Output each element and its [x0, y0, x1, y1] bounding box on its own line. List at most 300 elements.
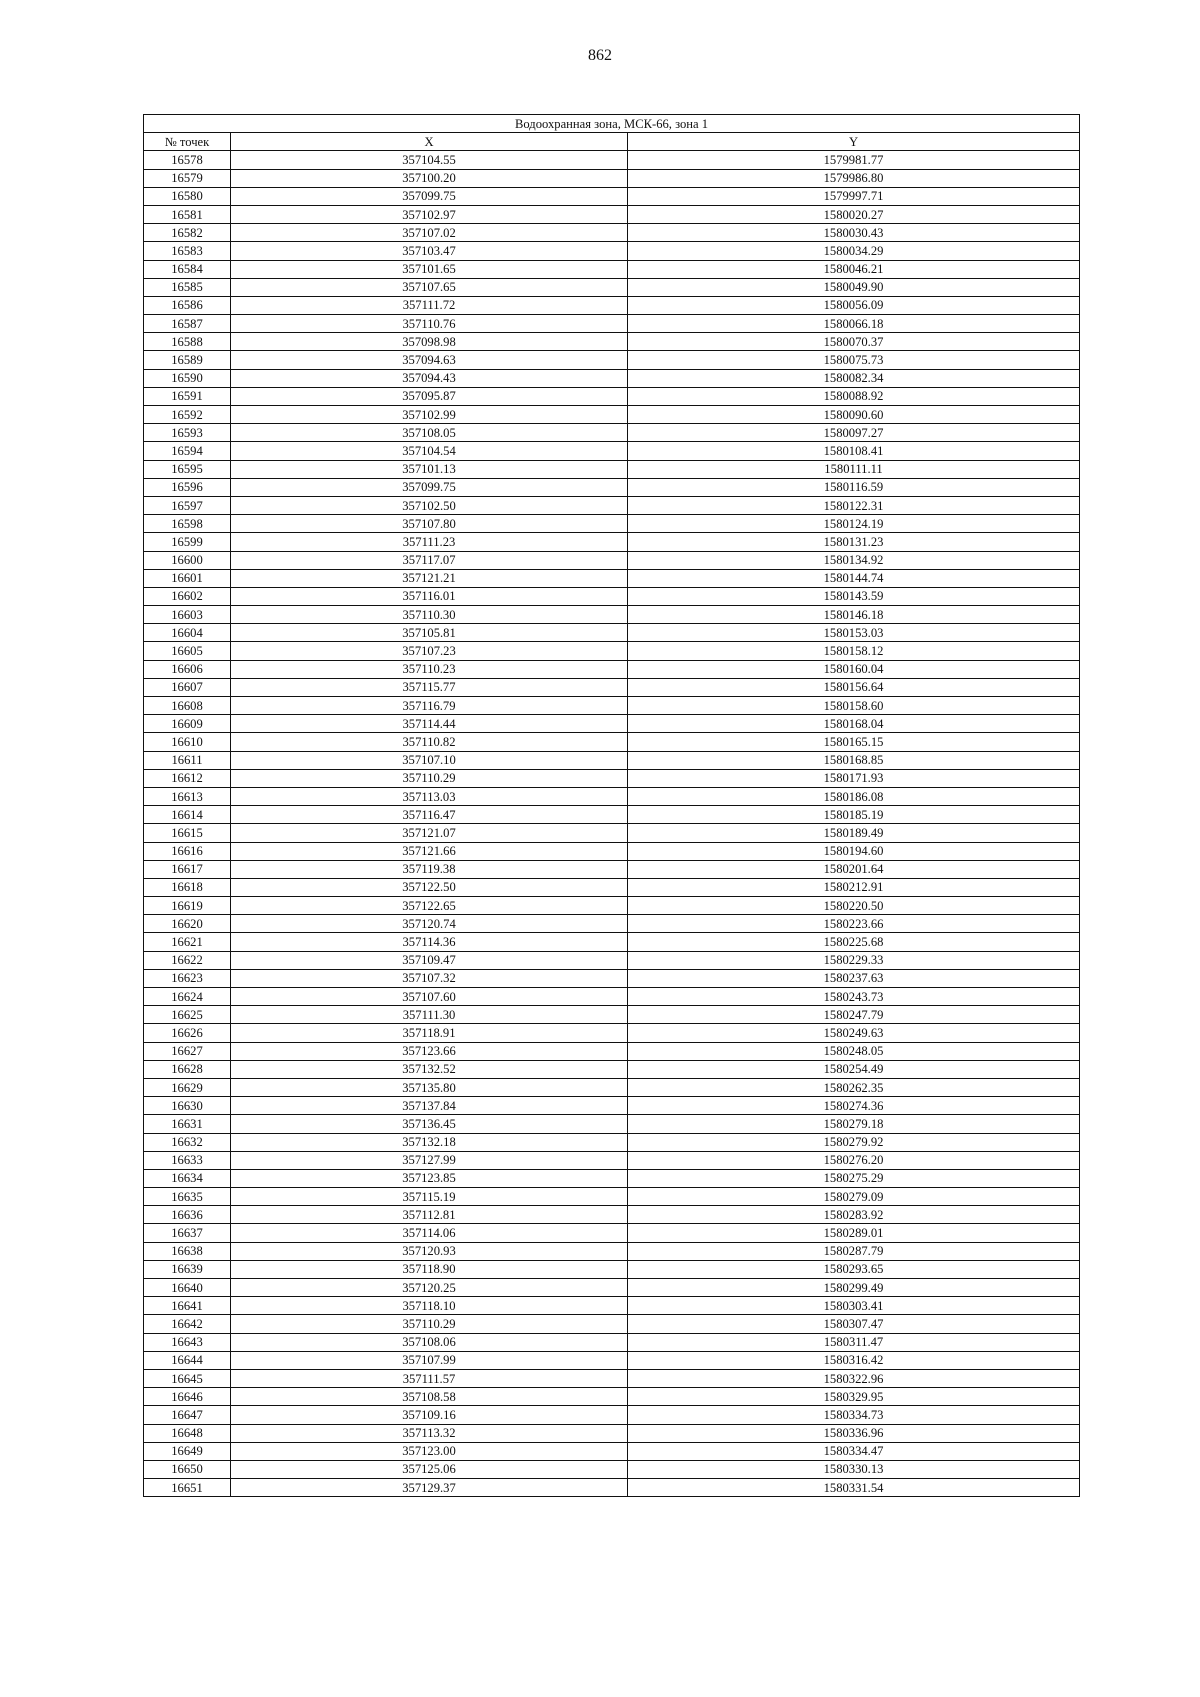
table-row — [144, 1242, 1080, 1260]
table-row — [144, 224, 1080, 242]
cell-point-number: 16622 — [144, 951, 231, 969]
cell-y: 1580160.04 — [628, 660, 1080, 678]
cell-x: 357111.23 — [231, 533, 628, 551]
cell-x: 357102.97 — [231, 205, 628, 223]
table-row — [144, 915, 1080, 933]
table-row — [144, 187, 1080, 205]
cell-y: 1580056.09 — [628, 296, 1080, 314]
table-row — [144, 1206, 1080, 1224]
table-row — [144, 278, 1080, 296]
cell-x: 357137.84 — [231, 1097, 628, 1115]
cell-x: 357107.23 — [231, 642, 628, 660]
cell-x: 357118.91 — [231, 1024, 628, 1042]
cell-y: 1580171.93 — [628, 769, 1080, 787]
cell-y: 1580070.37 — [628, 333, 1080, 351]
cell-point-number: 16614 — [144, 806, 231, 824]
cell-point-number: 16621 — [144, 933, 231, 951]
page-number: 862 — [588, 47, 612, 64]
table-row — [144, 1460, 1080, 1478]
cell-y: 1579981.77 — [628, 151, 1080, 169]
cell-y: 1580243.73 — [628, 988, 1080, 1006]
cell-y: 1580134.92 — [628, 551, 1080, 569]
table-row — [144, 1479, 1080, 1497]
table-row — [144, 878, 1080, 896]
table-row — [144, 969, 1080, 987]
cell-y: 1580116.59 — [628, 478, 1080, 496]
table-row — [144, 460, 1080, 478]
cell-y: 1580336.96 — [628, 1424, 1080, 1442]
cell-y: 1580034.29 — [628, 242, 1080, 260]
cell-y: 1580247.79 — [628, 1006, 1080, 1024]
table-row — [144, 533, 1080, 551]
cell-point-number: 16597 — [144, 496, 231, 514]
cell-y: 1580156.64 — [628, 678, 1080, 696]
table-row — [144, 424, 1080, 442]
cell-x: 357127.99 — [231, 1151, 628, 1169]
cell-point-number: 16611 — [144, 751, 231, 769]
table-row — [144, 1406, 1080, 1424]
cell-x: 357120.25 — [231, 1279, 628, 1297]
cell-y: 1580049.90 — [628, 278, 1080, 296]
cell-y: 1580274.36 — [628, 1097, 1080, 1115]
table-title: Водоохранная зона, МСК-66, зона 1 — [144, 115, 1080, 133]
table-row — [144, 1351, 1080, 1369]
cell-y: 1580201.64 — [628, 860, 1080, 878]
table-row — [144, 1279, 1080, 1297]
cell-point-number: 16625 — [144, 1006, 231, 1024]
cell-x: 357099.75 — [231, 478, 628, 496]
cell-x: 357135.80 — [231, 1078, 628, 1096]
cell-x: 357105.81 — [231, 624, 628, 642]
table-row — [144, 1333, 1080, 1351]
cell-y: 1580316.42 — [628, 1351, 1080, 1369]
cell-y: 1580144.74 — [628, 569, 1080, 587]
cell-point-number: 16581 — [144, 205, 231, 223]
cell-x: 357132.18 — [231, 1133, 628, 1151]
table-row — [144, 769, 1080, 787]
cell-x: 357107.99 — [231, 1351, 628, 1369]
cell-x: 357109.47 — [231, 951, 628, 969]
table-row — [144, 1442, 1080, 1460]
cell-point-number: 16639 — [144, 1260, 231, 1278]
table-row — [144, 642, 1080, 660]
cell-point-number: 16591 — [144, 387, 231, 405]
cell-point-number: 16644 — [144, 1351, 231, 1369]
cell-x: 357116.01 — [231, 587, 628, 605]
cell-point-number: 16590 — [144, 369, 231, 387]
cell-x: 357110.23 — [231, 660, 628, 678]
table-row — [144, 1078, 1080, 1096]
cell-y: 1580090.60 — [628, 406, 1080, 424]
table-row — [144, 1097, 1080, 1115]
cell-point-number: 16624 — [144, 988, 231, 1006]
cell-y: 1580223.66 — [628, 915, 1080, 933]
table-row — [144, 1424, 1080, 1442]
table-row — [144, 333, 1080, 351]
cell-y: 1580158.12 — [628, 642, 1080, 660]
cell-x: 357107.80 — [231, 515, 628, 533]
table-row — [144, 751, 1080, 769]
cell-point-number: 16600 — [144, 551, 231, 569]
cell-point-number: 16641 — [144, 1297, 231, 1315]
cell-point-number: 16579 — [144, 169, 231, 187]
cell-x: 357111.72 — [231, 296, 628, 314]
cell-point-number: 16598 — [144, 515, 231, 533]
cell-y: 1580212.91 — [628, 878, 1080, 896]
cell-x: 357114.06 — [231, 1224, 628, 1242]
cell-point-number: 16589 — [144, 351, 231, 369]
cell-y: 1580075.73 — [628, 351, 1080, 369]
cell-x: 357121.07 — [231, 824, 628, 842]
cell-point-number: 16631 — [144, 1115, 231, 1133]
cell-point-number: 16635 — [144, 1188, 231, 1206]
cell-x: 357111.30 — [231, 1006, 628, 1024]
cell-point-number: 16617 — [144, 860, 231, 878]
cell-point-number: 16636 — [144, 1206, 231, 1224]
table-row — [144, 442, 1080, 460]
cell-point-number: 16623 — [144, 969, 231, 987]
cell-x: 357113.03 — [231, 787, 628, 805]
cell-y: 1580248.05 — [628, 1042, 1080, 1060]
cell-x: 357121.66 — [231, 842, 628, 860]
cell-point-number: 16640 — [144, 1279, 231, 1297]
cell-y: 1580237.63 — [628, 969, 1080, 987]
cell-point-number: 16637 — [144, 1224, 231, 1242]
cell-x: 357120.93 — [231, 1242, 628, 1260]
cell-point-number: 16649 — [144, 1442, 231, 1460]
cell-point-number: 16601 — [144, 569, 231, 587]
cell-x: 357114.36 — [231, 933, 628, 951]
cell-y: 1580289.01 — [628, 1224, 1080, 1242]
cell-point-number: 16643 — [144, 1333, 231, 1351]
cell-x: 357104.54 — [231, 442, 628, 460]
cell-point-number: 16642 — [144, 1315, 231, 1333]
cell-x: 357102.99 — [231, 406, 628, 424]
cell-x: 357110.76 — [231, 315, 628, 333]
cell-y: 1580088.92 — [628, 387, 1080, 405]
cell-y: 1580143.59 — [628, 587, 1080, 605]
table-body — [144, 151, 1080, 1497]
cell-y: 1580146.18 — [628, 606, 1080, 624]
cell-y: 1580307.47 — [628, 1315, 1080, 1333]
cell-x: 357107.10 — [231, 751, 628, 769]
cell-y: 1580124.19 — [628, 515, 1080, 533]
cell-x: 357101.65 — [231, 260, 628, 278]
cell-point-number: 16596 — [144, 478, 231, 496]
table-row — [144, 624, 1080, 642]
cell-point-number: 16593 — [144, 424, 231, 442]
cell-x: 357120.74 — [231, 915, 628, 933]
cell-y: 1580279.92 — [628, 1133, 1080, 1151]
cell-x: 357123.85 — [231, 1169, 628, 1187]
table-row — [144, 315, 1080, 333]
cell-y: 1580168.04 — [628, 715, 1080, 733]
cell-y: 1580322.96 — [628, 1369, 1080, 1387]
cell-x: 357111.57 — [231, 1369, 628, 1387]
cell-x: 357125.06 — [231, 1460, 628, 1478]
cell-point-number: 16586 — [144, 296, 231, 314]
cell-point-number: 16609 — [144, 715, 231, 733]
cell-x: 357116.47 — [231, 806, 628, 824]
cell-point-number: 16616 — [144, 842, 231, 860]
cell-point-number: 16645 — [144, 1369, 231, 1387]
table-row — [144, 860, 1080, 878]
cell-x: 357109.16 — [231, 1406, 628, 1424]
cell-point-number: 16592 — [144, 406, 231, 424]
table-header-row — [144, 133, 1080, 151]
cell-point-number: 16608 — [144, 697, 231, 715]
cell-y: 1580334.47 — [628, 1442, 1080, 1460]
cell-y: 1580303.41 — [628, 1297, 1080, 1315]
cell-x: 357100.20 — [231, 169, 628, 187]
cell-point-number: 16607 — [144, 678, 231, 696]
cell-y: 1580249.63 — [628, 1024, 1080, 1042]
cell-y: 1580276.20 — [628, 1151, 1080, 1169]
cell-point-number: 16646 — [144, 1388, 231, 1406]
table-row — [144, 1369, 1080, 1387]
table-row — [144, 260, 1080, 278]
table-row — [144, 951, 1080, 969]
cell-point-number: 16585 — [144, 278, 231, 296]
cell-x: 357123.66 — [231, 1042, 628, 1060]
table-row — [144, 1115, 1080, 1133]
cell-x: 357136.45 — [231, 1115, 628, 1133]
table-row — [144, 478, 1080, 496]
table-row — [144, 1169, 1080, 1187]
cell-x: 357112.81 — [231, 1206, 628, 1224]
cell-point-number: 16594 — [144, 442, 231, 460]
table-row — [144, 151, 1080, 169]
table-row — [144, 697, 1080, 715]
column-header-y: Y — [628, 133, 1080, 151]
cell-point-number: 16638 — [144, 1242, 231, 1260]
cell-y: 1580066.18 — [628, 315, 1080, 333]
cell-y: 1579997.71 — [628, 187, 1080, 205]
cell-point-number: 16602 — [144, 587, 231, 605]
cell-x: 357110.29 — [231, 1315, 628, 1333]
coordinates-table — [143, 114, 1080, 1497]
cell-y: 1580168.85 — [628, 751, 1080, 769]
table-row — [144, 897, 1080, 915]
cell-x: 357107.02 — [231, 224, 628, 242]
cell-point-number: 16619 — [144, 897, 231, 915]
cell-x: 357108.06 — [231, 1333, 628, 1351]
cell-point-number: 16627 — [144, 1042, 231, 1060]
cell-x: 357108.58 — [231, 1388, 628, 1406]
cell-point-number: 16612 — [144, 769, 231, 787]
cell-y: 1580331.54 — [628, 1479, 1080, 1497]
cell-y: 1580165.15 — [628, 733, 1080, 751]
cell-y: 1580097.27 — [628, 424, 1080, 442]
table-row — [144, 515, 1080, 533]
cell-x: 357107.60 — [231, 988, 628, 1006]
cell-point-number: 16620 — [144, 915, 231, 933]
table-row — [144, 1188, 1080, 1206]
cell-y: 1580185.19 — [628, 806, 1080, 824]
cell-x: 357107.65 — [231, 278, 628, 296]
cell-y: 1580330.13 — [628, 1460, 1080, 1478]
cell-x: 357110.30 — [231, 606, 628, 624]
cell-y: 1580158.60 — [628, 697, 1080, 715]
table-title-row — [144, 115, 1080, 133]
table-row — [144, 606, 1080, 624]
cell-point-number: 16651 — [144, 1479, 231, 1497]
cell-point-number: 16583 — [144, 242, 231, 260]
table-row — [144, 296, 1080, 314]
cell-x: 357101.13 — [231, 460, 628, 478]
cell-x: 357115.19 — [231, 1188, 628, 1206]
cell-point-number: 16584 — [144, 260, 231, 278]
table-row — [144, 169, 1080, 187]
table-row — [144, 1260, 1080, 1278]
table-row — [144, 842, 1080, 860]
table-row — [144, 406, 1080, 424]
cell-y: 1580082.34 — [628, 369, 1080, 387]
table-row — [144, 733, 1080, 751]
table-row — [144, 1060, 1080, 1078]
cell-point-number: 16647 — [144, 1406, 231, 1424]
cell-x: 357110.82 — [231, 733, 628, 751]
cell-y: 1580122.31 — [628, 496, 1080, 514]
cell-point-number: 16603 — [144, 606, 231, 624]
cell-point-number: 16578 — [144, 151, 231, 169]
cell-x: 357115.77 — [231, 678, 628, 696]
table-row — [144, 1151, 1080, 1169]
cell-point-number: 16588 — [144, 333, 231, 351]
table-row — [144, 1024, 1080, 1042]
table-row — [144, 933, 1080, 951]
table-row — [144, 587, 1080, 605]
table-row — [144, 1006, 1080, 1024]
table-row — [144, 351, 1080, 369]
cell-point-number: 16629 — [144, 1078, 231, 1096]
table-row — [144, 1315, 1080, 1333]
cell-x: 357118.10 — [231, 1297, 628, 1315]
cell-point-number: 16615 — [144, 824, 231, 842]
cell-y: 1579986.80 — [628, 169, 1080, 187]
cell-x: 357103.47 — [231, 242, 628, 260]
cell-y: 1580279.18 — [628, 1115, 1080, 1133]
cell-y: 1580283.92 — [628, 1206, 1080, 1224]
table-row — [144, 1297, 1080, 1315]
cell-y: 1580108.41 — [628, 442, 1080, 460]
cell-point-number: 16595 — [144, 460, 231, 478]
cell-y: 1580225.68 — [628, 933, 1080, 951]
table-row — [144, 1224, 1080, 1242]
cell-y: 1580030.43 — [628, 224, 1080, 242]
cell-x: 357123.00 — [231, 1442, 628, 1460]
cell-y: 1580046.21 — [628, 260, 1080, 278]
cell-x: 357110.29 — [231, 769, 628, 787]
table-row — [144, 369, 1080, 387]
cell-point-number: 16648 — [144, 1424, 231, 1442]
cell-x: 357132.52 — [231, 1060, 628, 1078]
cell-point-number: 16582 — [144, 224, 231, 242]
cell-point-number: 16605 — [144, 642, 231, 660]
cell-x: 357095.87 — [231, 387, 628, 405]
table-row — [144, 824, 1080, 842]
table-row — [144, 1133, 1080, 1151]
cell-y: 1580311.47 — [628, 1333, 1080, 1351]
table-row — [144, 551, 1080, 569]
table-row — [144, 660, 1080, 678]
cell-x: 357118.90 — [231, 1260, 628, 1278]
cell-y: 1580262.35 — [628, 1078, 1080, 1096]
cell-point-number: 16630 — [144, 1097, 231, 1115]
cell-point-number: 16610 — [144, 733, 231, 751]
cell-point-number: 16606 — [144, 660, 231, 678]
column-header-x: X — [231, 133, 628, 151]
cell-x: 357099.75 — [231, 187, 628, 205]
table-row — [144, 569, 1080, 587]
cell-point-number: 16634 — [144, 1169, 231, 1187]
cell-x: 357116.79 — [231, 697, 628, 715]
cell-y: 1580275.29 — [628, 1169, 1080, 1187]
cell-x: 357114.44 — [231, 715, 628, 733]
cell-point-number: 16618 — [144, 878, 231, 896]
cell-point-number: 16626 — [144, 1024, 231, 1042]
cell-y: 1580254.49 — [628, 1060, 1080, 1078]
table-row — [144, 988, 1080, 1006]
cell-point-number: 16628 — [144, 1060, 231, 1078]
table-row — [144, 1042, 1080, 1060]
cell-x: 357094.63 — [231, 351, 628, 369]
table-row — [144, 1388, 1080, 1406]
cell-x: 357108.05 — [231, 424, 628, 442]
cell-y: 1580229.33 — [628, 951, 1080, 969]
cell-point-number: 16599 — [144, 533, 231, 551]
cell-y: 1580299.49 — [628, 1279, 1080, 1297]
cell-y: 1580189.49 — [628, 824, 1080, 842]
cell-point-number: 16632 — [144, 1133, 231, 1151]
cell-x: 357117.07 — [231, 551, 628, 569]
cell-x: 357107.32 — [231, 969, 628, 987]
cell-x: 357102.50 — [231, 496, 628, 514]
cell-point-number: 16580 — [144, 187, 231, 205]
cell-point-number: 16650 — [144, 1460, 231, 1478]
cell-x: 357113.32 — [231, 1424, 628, 1442]
cell-y: 1580220.50 — [628, 897, 1080, 915]
cell-y: 1580287.79 — [628, 1242, 1080, 1260]
cell-x: 357094.43 — [231, 369, 628, 387]
cell-x: 357122.50 — [231, 878, 628, 896]
table-row — [144, 242, 1080, 260]
cell-x: 357098.98 — [231, 333, 628, 351]
cell-y: 1580194.60 — [628, 842, 1080, 860]
cell-point-number: 16613 — [144, 787, 231, 805]
table-row — [144, 387, 1080, 405]
cell-y: 1580334.73 — [628, 1406, 1080, 1424]
cell-y: 1580329.95 — [628, 1388, 1080, 1406]
cell-x: 357104.55 — [231, 151, 628, 169]
cell-y: 1580111.11 — [628, 460, 1080, 478]
cell-point-number: 16587 — [144, 315, 231, 333]
table-row — [144, 205, 1080, 223]
cell-x: 357121.21 — [231, 569, 628, 587]
cell-x: 357129.37 — [231, 1479, 628, 1497]
column-header-point-number: № точек — [144, 133, 231, 151]
cell-y: 1580153.03 — [628, 624, 1080, 642]
cell-x: 357119.38 — [231, 860, 628, 878]
table-row — [144, 715, 1080, 733]
cell-y: 1580131.23 — [628, 533, 1080, 551]
cell-y: 1580279.09 — [628, 1188, 1080, 1206]
cell-x: 357122.65 — [231, 897, 628, 915]
cell-y: 1580293.65 — [628, 1260, 1080, 1278]
table-row — [144, 806, 1080, 824]
cell-point-number: 16604 — [144, 624, 231, 642]
cell-y: 1580020.27 — [628, 205, 1080, 223]
